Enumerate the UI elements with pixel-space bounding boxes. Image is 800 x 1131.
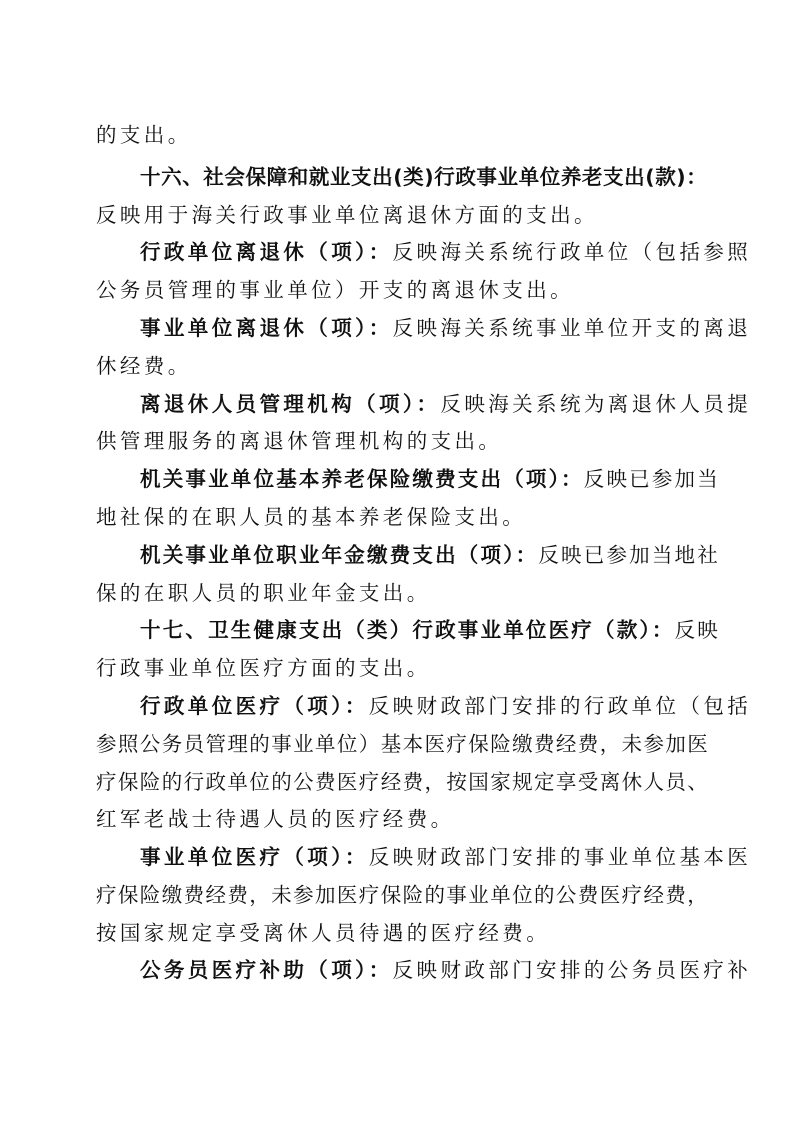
- line-bold-text: 事业单位医疗（项）：: [140, 845, 369, 869]
- line-text: 供管理服务的离退休管理机构的支出。: [96, 429, 503, 453]
- line-text: 反映: [674, 618, 720, 642]
- line-text: 反映海关系统事业单位开支的离退: [392, 316, 752, 340]
- line-text: 反映财政部门安排的事业单位基本医: [368, 845, 752, 869]
- section-heading: [140, 163, 708, 191]
- line-text: 反映财政部门安排的公务员医疗补: [392, 958, 752, 982]
- text-line: [96, 201, 704, 229]
- item-heading-line: [140, 692, 752, 720]
- line-bold-text: 离退休人员管理机构（项）：: [140, 392, 441, 416]
- line-text: 疗保险缴费经费，未参加医疗保险的事业单位的公费医疗经费，: [96, 883, 710, 907]
- line-text: 行政事业单位医疗方面的支出。: [96, 656, 431, 680]
- line-text: 反映已参加当地社: [538, 543, 720, 567]
- text-line: [96, 121, 704, 149]
- line-bold-text: 十七、卫生健康支出（类）行政事业单位医疗（款）：: [140, 618, 675, 642]
- line-bold-text: 十六、社会保障和就业支出(类)行政事业单位养老支出(款)：: [140, 165, 708, 189]
- item-heading-line: [140, 314, 752, 342]
- text-line: [96, 352, 704, 380]
- item-heading-line: [140, 541, 720, 569]
- line-text: 反映财政部门安排的行政单位（包括: [368, 694, 752, 718]
- line-bold-text: 机关事业单位职业年金缴费支出（项）：: [140, 543, 539, 567]
- text-line: [96, 654, 704, 682]
- item-heading-line: [140, 238, 752, 266]
- text-line: [96, 768, 710, 796]
- line-text: 的支出。: [96, 123, 192, 147]
- text-line: [96, 427, 704, 455]
- line-text: 反映海关系统行政单位（包括参照: [392, 240, 752, 264]
- line-text: 反映用于海关行政事业单位离退休方面的支出。: [96, 203, 598, 227]
- text-line: [96, 503, 704, 531]
- line-text: 休经费。: [96, 354, 192, 378]
- text-line: [96, 730, 710, 758]
- text-line: [96, 805, 704, 833]
- line-bold-text: 事业单位离退休（项）：: [140, 316, 393, 340]
- line-text: 参照公务员管理的事业单位）基本医疗保险缴费经费，未参加医: [96, 732, 710, 756]
- text-line: [96, 919, 704, 947]
- text-line: [96, 276, 704, 304]
- section-heading: [140, 616, 720, 644]
- line-bold-text: 行政单位离退休（项）：: [140, 240, 393, 264]
- line-bold-text: 行政单位医疗（项）：: [140, 694, 369, 718]
- line-text: 公务员管理的事业单位）开支的离退休支出。: [96, 278, 574, 302]
- line-text: 红军老战士待遇人员的医疗经费。: [96, 807, 455, 831]
- line-bold-text: 公务员医疗补助（项）：: [140, 958, 393, 982]
- line-text: 地社保的在职人员的基本养老保险支出。: [96, 505, 527, 529]
- item-heading-line: [140, 390, 752, 418]
- item-heading-line: [140, 956, 752, 984]
- line-text: 保的在职人员的职业年金支出。: [96, 581, 431, 605]
- text-line: [96, 579, 704, 607]
- line-text: 反映已参加当: [583, 467, 720, 491]
- line-text: 按国家规定享受离休人员待遇的医疗经费。: [96, 921, 551, 945]
- line-text: 疗保险的行政单位的公费医疗经费，按国家规定享受离休人员、: [96, 770, 710, 794]
- line-bold-text: 机关事业单位基本养老保险缴费支出（项）：: [140, 467, 584, 491]
- text-line: [96, 881, 710, 909]
- line-text: 反映海关系统为离退休人员提: [440, 392, 752, 416]
- item-heading-line: [140, 465, 720, 493]
- item-heading-line: [140, 843, 752, 871]
